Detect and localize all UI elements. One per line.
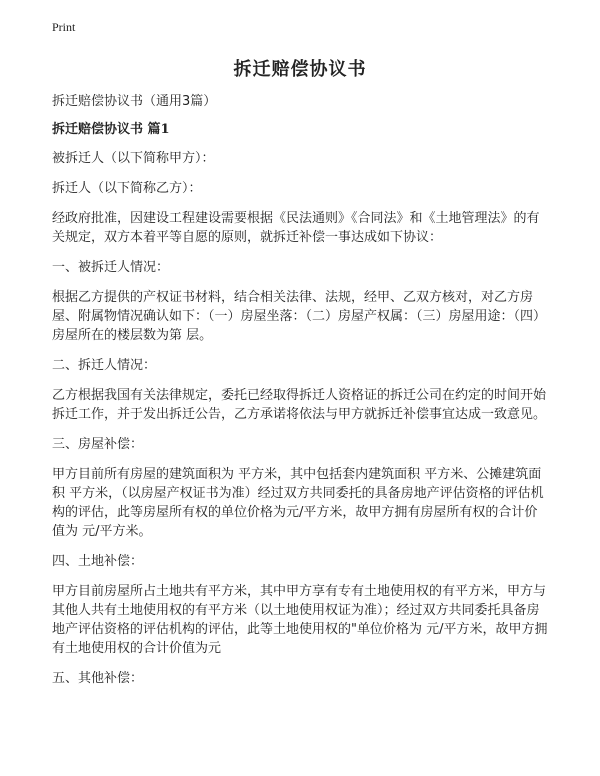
- party-b-line: 拆迁人（以下简称乙方）：: [52, 181, 202, 196]
- clause-paragraph-2: 乙方根据我国有关法律规定，委托已经取得拆迁人资格证的拆迁公司在约定的时间开始拆迁工作，并于发出拆迁公告，乙方承诺将依法与甲方就拆迁补偿事宜达成一致意见。: [52, 388, 547, 422]
- clause-heading-2: 二、拆迁人情况：: [52, 358, 157, 373]
- document-subtitle: 拆迁赔偿协议书（通用3篇）: [52, 94, 217, 109]
- clause-paragraph-1: 根据乙方提供的产权证书材料，结合相关法律、法规，经甲、乙双方核对，对乙方房屋、附属物情况确认如下：（一）房屋坐落：（二）房屋产权属：（三）房屋用途：（四）房屋所在的楼层数为第 层。: [52, 290, 547, 343]
- document-title: 拆迁赔偿协议书: [233, 59, 367, 80]
- print-link[interactable]: Print: [52, 20, 76, 34]
- intro-paragraph: 经政府批准，因建设工程建设需要根据《民法通则》《合同法》和《土地管理法》的有关规定，双方本着平等自愿的原则，就拆迁补偿一事达成如下协议：: [52, 211, 540, 245]
- clause-heading-1: 一、被拆迁人情况：: [52, 260, 170, 275]
- clause-paragraph-3: 甲方目前所有房屋的建筑面积为 平方米，其中包括套内建筑面积 平方米、公摊建筑面积 平方米，（以房屋产权证书为准）经过双方共同委托的具备房地产评估资格的评估机构的评估，此等房屋所有权的单位价格为元/平方米，故甲方拥有房屋所有权的合计价值为 元/平方米。: [52, 467, 544, 539]
- document-body: [52, 92, 548, 699]
- clause-heading-5: 五、其他补偿：: [52, 671, 144, 686]
- clause-paragraph-4: 甲方目前房屋所占土地共有平方米，其中甲方享有专有土地使用权的有平方米，甲方与其他人共有土地使用权的有平方米（以土地使用权证为准）；经过双方共同委托具备房地产评估资格的评估机构的评估，此等土地使用权的"单位价格为 元/平方米，故甲方拥有土地使用权的合计价值为元: [52, 584, 548, 656]
- clause-heading-4: 四、土地补偿：: [52, 554, 144, 569]
- section-heading: 拆迁赔偿协议书 篇1: [52, 122, 170, 137]
- clause-heading-3: 三、房屋补偿：: [52, 437, 144, 452]
- party-a-line: 被拆迁人（以下简称甲方）：: [52, 151, 215, 166]
